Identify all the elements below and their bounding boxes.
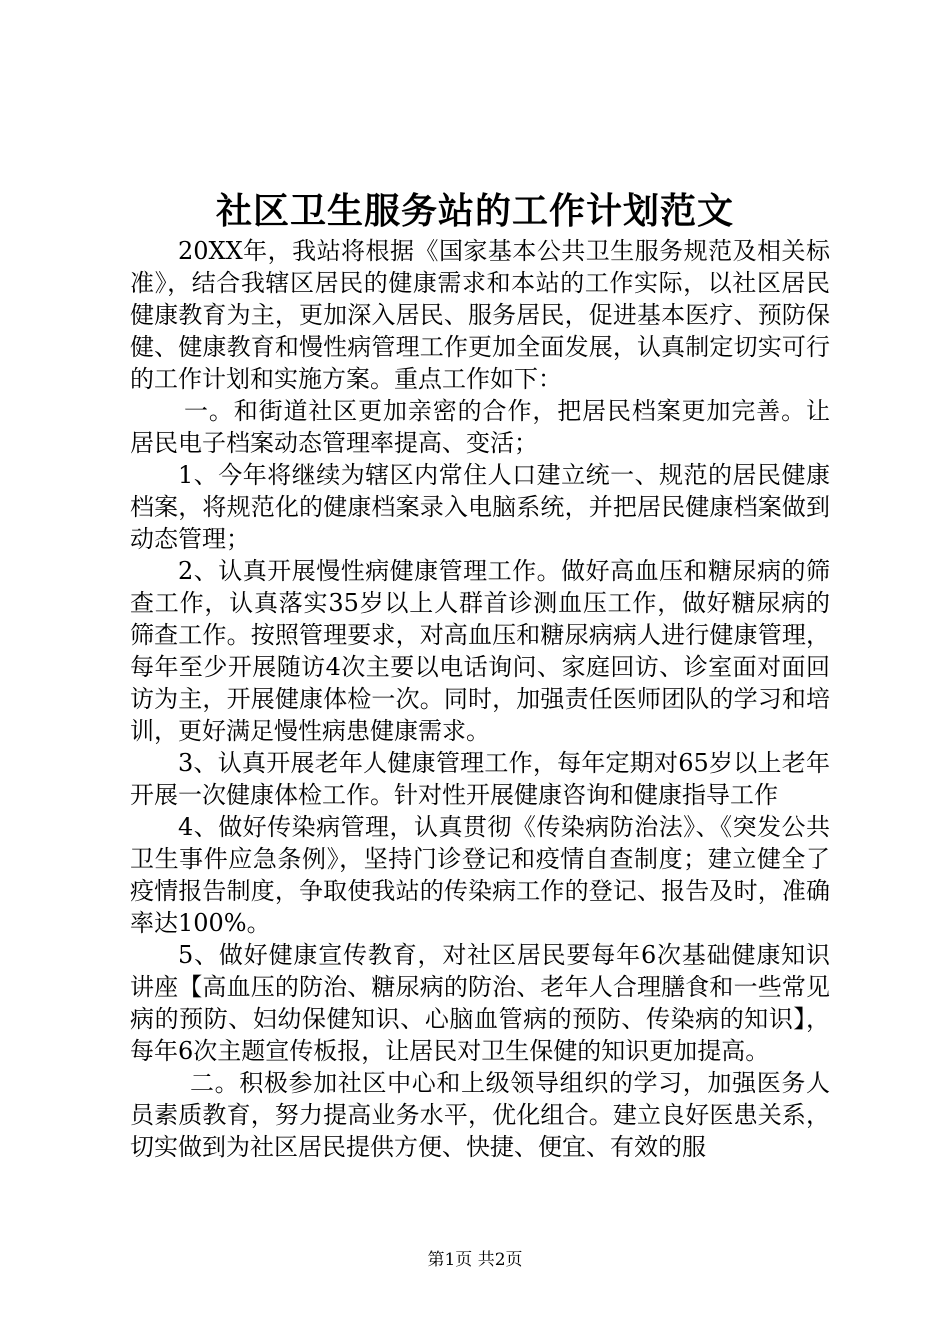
document-body [130,235,830,1163]
paragraph-section-one: 一。和街道社区更加亲密的合作，把居民档案更加完善。让居民电子档案动态管理率提高、变活； [130,397,830,457]
paragraph-item-4: 4、做好传染病管理，认真贯彻《传染病防治法》、《突发公共卫生事件应急条例》，坚持门诊登记和疫情自查制度；建立健全了疫情报告制度，争取使我站的传染病工作的登记、报告及时，准确率达100%。 [130,813,830,937]
paragraph-section-two: 二。积极参加社区中心和上级领导组织的学习，加强医务人员素质教育，努力提高业务水平，优化组合。建立良好医患关系，切实做到为社区居民提供方便、快捷、便宜、有效的服 [130,1069,830,1161]
paragraph-item-1: 1、今年将继续为辖区内常住人口建立统一、规范的居民健康档案，将规范化的健康档案录入电脑系统，并把居民健康档案做到动态管理； [130,461,830,553]
document-title: 社区卫生服务站的工作计划范文 [215,190,734,232]
page-footer: 第1页 共2页 [427,1250,523,1270]
paragraph-intro: 20XX年，我站将根据《国家基本公共卫生服务规范及相关标准》，结合我辖区居民的健康需求和本站的工作实际，以社区居民健康教育为主，更加深入居民、服务居民，促进基本医疗、预防保健、健康教育和慢性病管理工作更加全面发展，认真制定切实可行的工作计划和实施方案。重点工作如下： [130,237,830,393]
paragraph-item-3: 3、认真开展老年人健康管理工作，每年定期对65岁以上老年开展一次健康体检工作。针对性开展健康咨询和健康指导工作 [130,749,830,809]
paragraph-item-2: 2、认真开展慢性病健康管理工作。做好高血压和糖尿病的筛查工作，认真落实35岁以上人群首诊测血压工作，做好糖尿病的筛查工作。按照管理要求，对高血压和糖尿病病人进行健康管理，每年至少开展随访4次主要以电话询问、家庭回访、诊室面对面回访为主，开展健康体检一次。同时，加强责任医师团队的学习和培训，更好满足慢性病患健康需求。 [130,557,830,745]
paragraph-item-5: 5、做好健康宣传教育，对社区居民要每年6次基础健康知识讲座【高血压的防治、糖尿病的防治、老年人合理膳食和一些常见病的预防、妇幼保健知识、心脑血管病的预防、传染病的知识】，每年6次主题宣传板报，让居民对卫生保健的知识更加提高。 [130,941,830,1065]
